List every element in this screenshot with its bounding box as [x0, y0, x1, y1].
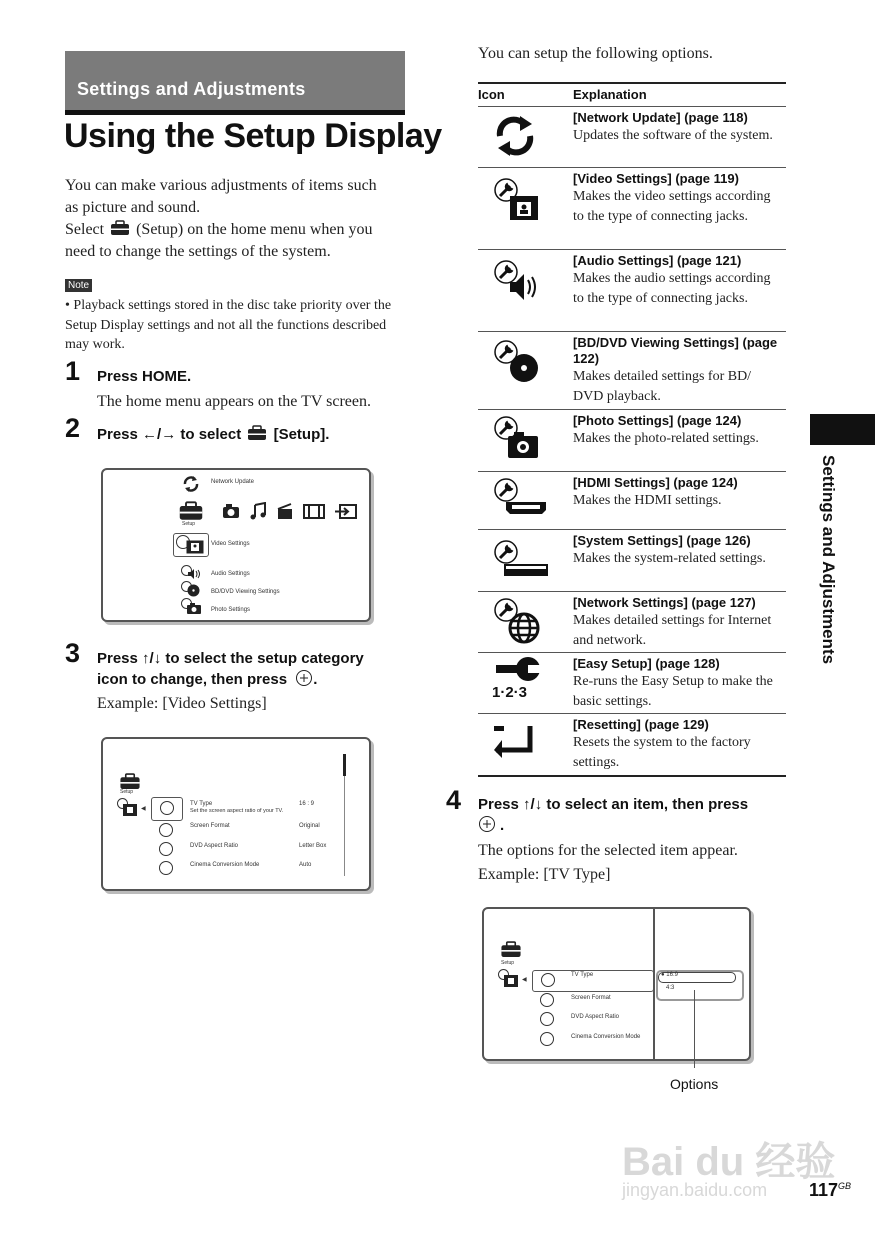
menu-setup-label: Setup [182, 521, 196, 527]
tv-type-value: 16 : 9 [299, 801, 315, 807]
step-4-number: 4 [446, 785, 462, 815]
step-3-heading: Press ↑/↓ to select the setup category icon to change, then press . [97, 650, 364, 688]
table-row: [HDMI Settings] (page 124) Makes the HDMI settings. [478, 472, 786, 530]
option-4-3[interactable]: 4:3 [666, 985, 675, 991]
photo-settings-icon [492, 416, 542, 460]
screen-format-row[interactable]: Screen Format [571, 995, 611, 1001]
selected-row-icon[interactable] [151, 797, 183, 821]
table-row: [Audio Settings] (page 121) Makes the audio settings according to the type of connecting jacks. [478, 250, 786, 332]
left-arrow: ◀ [141, 806, 146, 812]
video-icon [123, 804, 137, 816]
step-4-body-2: Example: [TV Type] [478, 866, 611, 883]
video-icon [504, 975, 518, 987]
table-row: [BD/DVD Viewing Settings] (page 122) Makes detailed settings for BD/ DVD playback. [478, 332, 786, 410]
step-1-number: 1 [65, 356, 81, 386]
col-icon-header: Icon [478, 87, 505, 102]
home-menu-screenshot [101, 468, 371, 622]
easy-setup-icon-label: 1·2·3 [492, 684, 528, 701]
video-settings-icon [492, 178, 542, 222]
step-3-body: Example: [Video Settings] [97, 695, 267, 712]
toolbox-icon [247, 425, 267, 441]
divider [65, 110, 405, 115]
watermark-url: jingyan.baidu.com [622, 1180, 768, 1200]
dvd-aspect-row[interactable]: DVD Aspect Ratio [190, 843, 239, 849]
menu-photo-settings[interactable]: Photo Settings [211, 607, 251, 613]
step-1-body: The home menu appears on the TV screen. [97, 393, 371, 410]
dvd-aspect-value: Letter Box [299, 843, 327, 849]
resetting-icon [492, 724, 538, 758]
page-title: Using the Setup Display [64, 117, 442, 155]
toolbox-icon [110, 220, 130, 236]
tv-type-row[interactable]: TV Type [190, 801, 213, 807]
side-tab-label: Settings and Adjustments [819, 455, 838, 665]
menu-video-settings[interactable]: Video Settings [211, 541, 250, 547]
enter-button-icon [295, 669, 313, 687]
step-1-heading: Press HOME. [97, 368, 192, 385]
toolbox-icon [119, 773, 141, 790]
left-arrow: ◀ [522, 977, 527, 983]
watermark-logo: Bai du 经验 [622, 1140, 836, 1184]
screen-format-value: Original [299, 823, 320, 829]
side-tab-marker [810, 414, 875, 445]
wrench-icon [159, 823, 173, 837]
panel-divider [653, 909, 655, 1059]
menu-audio-settings[interactable]: Audio Settings [211, 571, 250, 577]
category-icons [221, 502, 361, 520]
hdmi-settings-icon [492, 478, 548, 518]
options-intro: You can setup the following options. [478, 45, 713, 62]
wrench-icon [159, 842, 173, 856]
step-2-number: 2 [65, 413, 81, 443]
wrench-icon [540, 993, 554, 1007]
step-4-body-1: The options for the selected item appear. [478, 842, 738, 859]
selected-video-settings[interactable] [173, 533, 209, 557]
options-callout: Options [670, 1076, 719, 1092]
step-4-heading: Press ↑/↓ to select an item, then press . [478, 796, 749, 834]
menu-bd-dvd-settings[interactable]: BD/DVD Viewing Settings [211, 589, 280, 595]
table-row: [Network Update] (page 118) Updates the software of the system. [478, 107, 786, 168]
wrench-icon [540, 1012, 554, 1026]
step-2-heading: Press ←/→ to select [Setup]. [97, 426, 330, 443]
scrollbar-track [344, 776, 345, 876]
section-title: Settings and Adjustments [77, 79, 306, 99]
screen-format-row[interactable]: Screen Format [190, 823, 230, 829]
note-text: • Playback settings stored in the disc take priority over the Setup Display settings and not all the functions described may work. [65, 298, 392, 352]
setup-label: Setup [501, 960, 515, 966]
dvd-aspect-row[interactable]: DVD Aspect Ratio [571, 1014, 620, 1020]
scrollbar-thumb[interactable] [343, 754, 346, 776]
network-update-icon [182, 476, 200, 492]
table-row: 1·2·3 [Easy Setup] (page 128) Re-runs the Easy Setup to make the basic settings. [478, 653, 786, 714]
setup-label: Setup [120, 789, 134, 795]
col-explanation-header: Explanation [573, 87, 647, 102]
system-settings-icon [492, 540, 548, 580]
intro-text: You can make various adjustments of items such as picture and sound. Select (Setup) on the home menu when you need to change the settings of the system. [65, 177, 377, 260]
audio-settings-icon [492, 260, 542, 304]
tv-type-row[interactable]: TV Type [571, 972, 594, 978]
option-16-9[interactable]: ● 16:9 [661, 972, 678, 978]
network-update-icon [492, 115, 538, 157]
wrench-icon [540, 1032, 554, 1046]
table-row: [Network Settings] (page 127) Makes detailed settings for Internet and network. [478, 592, 786, 653]
wrench-icon [159, 861, 173, 875]
cinema-mode-row[interactable]: Cinema Conversion Mode [571, 1034, 641, 1040]
toolbox-icon [500, 941, 522, 958]
tv-type-help: Set the screen aspect ratio of your TV. [190, 808, 284, 814]
bd-dvd-settings-icon [492, 340, 542, 384]
toolbox-icon [178, 501, 204, 521]
cinema-mode-value: Auto [299, 862, 312, 868]
menu-network-update: Network Update [211, 479, 255, 485]
table-row: [Video Settings] (page 119) Makes the video settings according to the type of connecting jacks. [478, 168, 786, 250]
callout-line [694, 990, 695, 1068]
table-row: [Resetting] (page 129) Resets the system to the factory settings. [478, 714, 786, 777]
network-settings-icon [492, 598, 542, 644]
table-row: [System Settings] (page 126) Makes the system-related settings. [478, 530, 786, 592]
enter-button-icon [478, 815, 496, 833]
cinema-mode-row[interactable]: Cinema Conversion Mode [190, 862, 260, 868]
note-label: Note [65, 279, 92, 292]
video-settings-screenshot [101, 737, 371, 891]
easy-setup-icon [496, 657, 540, 681]
page-number: $117^{GB}$ [809, 1180, 852, 1200]
table-row: [Photo Settings] (page 124) Makes the photo-related settings. [478, 410, 786, 472]
tv-type-screenshot [482, 907, 751, 1061]
step-3-number: 3 [65, 638, 81, 668]
